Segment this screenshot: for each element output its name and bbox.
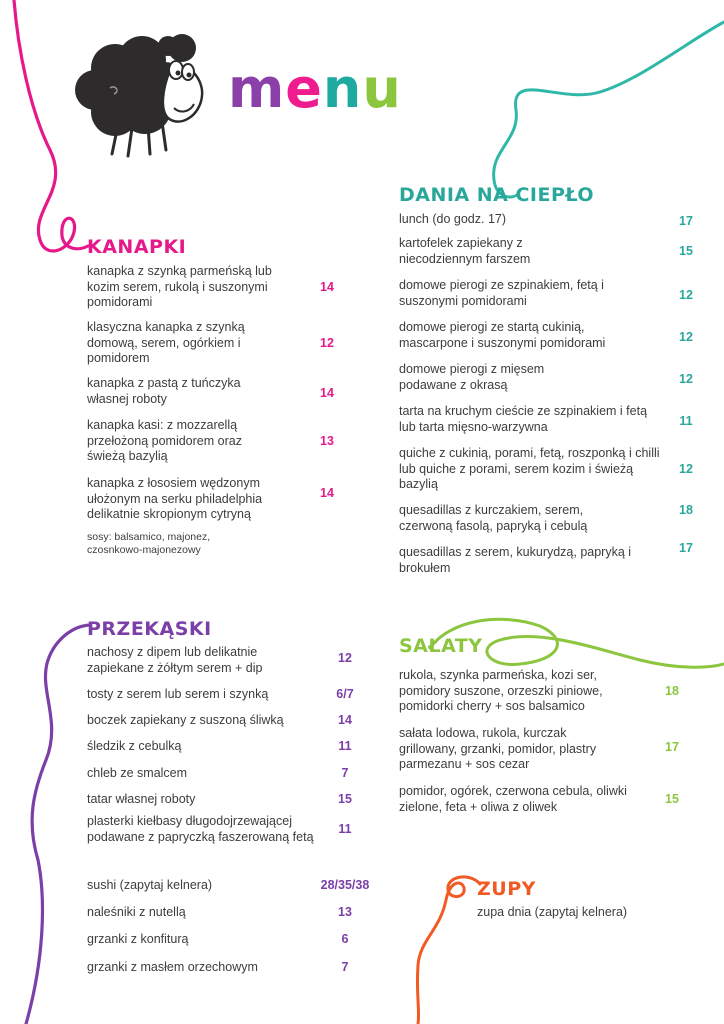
list-item xyxy=(87,687,377,713)
list-item xyxy=(87,476,357,531)
item-name: grzanki z masłem orzechowym xyxy=(87,960,258,974)
list-item xyxy=(399,668,689,726)
item-price: 14 xyxy=(320,386,334,400)
item-price: 13 xyxy=(338,905,352,919)
item-price: 11 xyxy=(338,822,352,836)
item-price: 11 xyxy=(679,414,693,428)
item-name: plasterki kiełbasy długodojrzewającej podawane z papryczką faszerowaną fetą xyxy=(87,814,314,844)
teal-swirl xyxy=(494,22,724,197)
item-name: domowe pierogi z mięsem podawane z okrasą xyxy=(399,362,545,392)
list-item xyxy=(87,960,377,980)
list-item xyxy=(87,905,377,932)
sheep-icon xyxy=(70,30,215,160)
salaty-title: SAŁATY xyxy=(399,635,483,657)
list-item xyxy=(399,320,699,362)
list-item xyxy=(477,905,697,921)
item-price: 7 xyxy=(341,960,349,974)
item-name: kanapka z pastą z tuńczyka własnej roboty xyxy=(87,376,241,406)
zupy-title: ZUPY xyxy=(477,878,536,900)
sauces-note: sosy: balsamico, majonez, czosnkowo-majonezowy xyxy=(87,531,211,556)
przekaski-list xyxy=(87,645,377,980)
item-price: 12 xyxy=(320,336,334,350)
kanapki-title: KANAPKI xyxy=(87,236,187,258)
item-name: domowe pierogi ze startą cukinią, mascarpone i suszonymi pomidorami xyxy=(399,320,606,350)
item-name: tosty z serem lub serem i szynką xyxy=(87,687,269,701)
logo-letter-n: n xyxy=(322,57,363,120)
item-price: 15 xyxy=(665,792,679,806)
item-name: sushi (zapytaj kelnera) xyxy=(87,878,213,892)
item-name: klasyczna kanapka z szynką domową, serem, ogórkiem i pomidorem xyxy=(87,320,245,365)
przekaski-title: PRZEKĄSKI xyxy=(87,618,212,640)
list-item xyxy=(87,739,377,766)
list-item xyxy=(87,320,357,376)
list-item xyxy=(87,878,377,905)
item-name: rukola, szynka parmeńska, kozi ser, pomidory suszone, orzeszki piniowe, pomidorki cherry + sos balsamico xyxy=(399,668,603,713)
list-item xyxy=(87,932,377,960)
item-name: quesadillas z kurczakiem, serem, czerwoną fasolą, papryką i cebulą xyxy=(399,503,588,533)
list-item xyxy=(87,645,377,687)
item-name: kanapka z szynką parmeńską lub kozim serem, rukolą i suszonymi pomidorami xyxy=(87,264,272,309)
list-item xyxy=(399,541,699,587)
item-price: 12 xyxy=(679,330,693,344)
list-item xyxy=(399,726,689,784)
item-price: 7 xyxy=(341,766,349,780)
item-name: tatar własnej roboty xyxy=(87,792,196,806)
list-item xyxy=(87,376,357,418)
item-price: 13 xyxy=(320,434,334,448)
dania-list xyxy=(399,212,699,587)
item-name: boczek zapiekany z suszoną śliwką xyxy=(87,713,284,727)
item-price: 11 xyxy=(338,739,352,753)
item-name: zupa dnia (zapytaj kelnera) xyxy=(477,905,628,919)
item-name: domowe pierogi ze szpinakiem, fetą i suszonymi pomidorami xyxy=(399,278,604,308)
list-item xyxy=(399,503,699,545)
list-item xyxy=(87,418,357,476)
purple-swirl xyxy=(26,625,90,1024)
logo-letter-u: u xyxy=(362,57,402,120)
item-price: 14 xyxy=(320,486,334,500)
list-item xyxy=(399,784,689,824)
item-price: 17 xyxy=(665,740,679,754)
list-item xyxy=(87,713,377,739)
list-item xyxy=(399,236,699,278)
list-item xyxy=(87,264,357,320)
list-item xyxy=(399,404,699,446)
item-price: 15 xyxy=(338,792,352,806)
zupy-list xyxy=(477,905,697,921)
logo-letter-e: e xyxy=(285,57,323,120)
list-item xyxy=(87,766,377,792)
menu-logo xyxy=(228,57,402,120)
item-price: 28/35/38 xyxy=(320,878,370,892)
list-item xyxy=(87,792,377,812)
item-name: quiche z cukinią, porami, fetą, roszponką i chilli lub quiche z porami, serem kozim i świeżą bazylią xyxy=(399,446,660,491)
item-price: 6 xyxy=(341,932,349,946)
item-name: kanapka z łososiem wędzonym ułożonym na serku philadelphia delikatnie skropionym cytryną xyxy=(87,476,263,521)
dania-title: DANIA NA CIEPŁO xyxy=(399,184,595,206)
item-price: 12 xyxy=(679,288,693,302)
item-price: 17 xyxy=(679,541,693,555)
item-name: lunch (do godz. 17) xyxy=(399,212,507,226)
item-name: pomidor, ogórek, czerwona cebula, oliwki zielone, feta + oliwa z oliwek xyxy=(399,784,627,814)
item-name: nachosy z dipem lub delikatnie zapiekane z żółtym serem + dip xyxy=(87,645,263,675)
item-name: kanapka kasi: z mozzarellą przełożoną pomidorem oraz świeżą bazylią xyxy=(87,418,242,463)
list-item xyxy=(399,278,699,320)
item-price: 18 xyxy=(665,684,679,698)
item-name: sałata lodowa, rukola, kurczak grillowany, grzanki, pomidor, plastry parmezanu + sos cezar xyxy=(399,726,597,771)
item-name: kartofelek zapiekany z niecodziennym farszem xyxy=(399,236,531,266)
list-item xyxy=(399,362,699,404)
salaty-list xyxy=(399,668,689,824)
item-name: tarta na kruchym cieście ze szpinakiem i fetą lub tarta mięsno-warzywna xyxy=(399,404,648,434)
item-price: 12 xyxy=(679,462,693,476)
item-name: śledzik z cebulką xyxy=(87,739,182,753)
list-item xyxy=(399,446,699,503)
logo-letter-m: m xyxy=(228,57,286,120)
item-price: 12 xyxy=(338,651,352,665)
item-name: quesadillas z serem, kukurydzą, papryką i brokułem xyxy=(399,545,632,575)
item-name: grzanki z konfiturą xyxy=(87,932,189,946)
item-price: 14 xyxy=(320,280,334,294)
list-item xyxy=(87,814,377,878)
orange-swirl xyxy=(417,877,480,1024)
item-price: 14 xyxy=(338,713,352,727)
item-name: naleśniki z nutellą xyxy=(87,905,186,919)
item-price: 15 xyxy=(679,244,693,258)
kanapki-list xyxy=(87,264,357,557)
list-item xyxy=(399,212,699,236)
item-name: chleb ze smalcem xyxy=(87,766,188,780)
item-price: 17 xyxy=(679,214,693,228)
item-price: 6/7 xyxy=(336,687,354,701)
item-price: 18 xyxy=(679,503,693,517)
item-price: 12 xyxy=(679,372,693,386)
